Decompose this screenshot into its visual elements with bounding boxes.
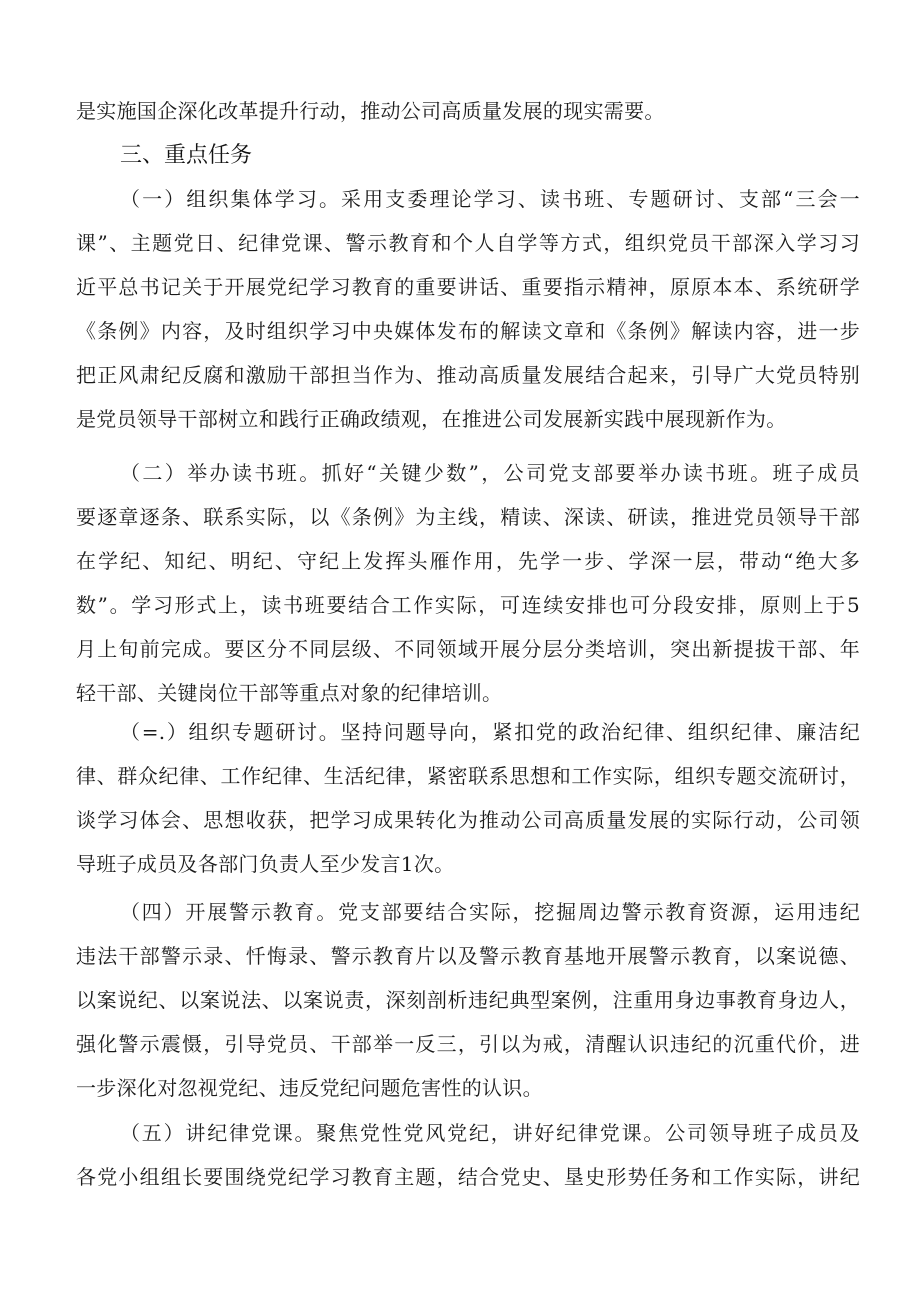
paragraph-line: 谈学习体会、思想收获，把学习成果转化为推动公司高质量发展的实际行动，公司领 — [76, 808, 860, 832]
paragraph-line: 强化警示震慑，引导党员、干部举一反三，引以为戒，清醒认识违纪的沉重代价，进 — [76, 1032, 860, 1056]
paragraph-line: 近平总书记关于开展党纪学习教育的重要讲话、重要指示精神，原原本本、系统研学 — [76, 275, 860, 299]
paragraph-line: （二）举办读书班。抓好“关键少数”，公司党支部要举办读书班。班子成员 — [120, 461, 860, 485]
paragraph-line: 在学纪、知纪、明纪、守纪上发挥头雁作用，先学一步、学深一层，带动“绝大多 — [76, 549, 860, 573]
paragraph-line: 月上旬前完成。要区分不同层级、不同领域开展分层分类培训，突出新提拔干部、年 — [76, 637, 860, 661]
paragraph-line: 《条例》内容，及时组织学习中央媒体发布的解读文章和《条例》解读内容，进一步 — [76, 319, 860, 343]
paragraph-line: 课”、主题党日、纪律党课、警示教育和个人自学等方式，组织党员干部深入学习习 — [76, 231, 860, 255]
paragraph-line: 把正风肃纪反腐和激励干部担当作为、推动高质量发展结合起来，引导广大党员特别 — [76, 363, 860, 387]
paragraph-line: 要逐章逐条、联系实际，以《条例》为主线，精读、深读、研读，推进党员领导干部 — [76, 505, 860, 529]
section-heading: 三、重点任务 — [120, 143, 253, 168]
paragraph-line: （一）组织集体学习。采用支委理论学习、读书班、专题研讨、支部“三会一 — [120, 187, 860, 211]
paragraph-line: 违法干部警示录、忏悔录、警示教育片以及警示教育基地开展警示教育，以案说德、 — [76, 944, 860, 968]
paragraph-line: （=.）组织专题研讨。坚持问题导向，紧扣党的政治纪律、组织纪律、廉洁纪 — [120, 720, 860, 744]
paragraph-line: 各党小组组长要围绕党纪学习教育主题，结合党史、垦史形势任务和工作实际，讲纪 — [76, 1165, 860, 1189]
paragraph-line: 导班子成员及各部门负责人至少发言1次。 — [76, 852, 455, 876]
paragraph-line: 是党员领导干部树立和践行正确政绩观，在推进公司发展新实践中展现新作为。 — [76, 407, 787, 431]
paragraph-line: 一步深化对忽视党纪、违反党纪问题危害性的认识。 — [76, 1076, 543, 1100]
paragraph-line: 数”。学习形式上，读书班要结合工作实际，可连续安排也可分段安排，原则上于5 — [76, 593, 860, 617]
paragraph-line: （五）讲纪律党课。聚焦党性党风党纪，讲好纪律党课。公司领导班子成员及 — [120, 1121, 860, 1145]
paragraph-line: 律、群众纪律、工作纪律、生活纪律，紧密联系思想和工作实际，组织专题交流研讨， — [76, 764, 860, 788]
intro-tail-line: 是实施国企深化改革提升行动，推动公司高质量发展的现实需要。 — [76, 99, 665, 123]
paragraph-line: （四）开展警示教育。党支部要结合实际，挖掘周边警示教育资源，运用违纪 — [120, 900, 860, 924]
paragraph-line: 以案说纪、以案说法、以案说责，深刻剖析违纪典型案例，注重用身边事教育身边人， — [76, 988, 860, 1012]
paragraph-line: 轻干部、关键岗位干部等重点对象的纪律培训。 — [76, 681, 503, 705]
